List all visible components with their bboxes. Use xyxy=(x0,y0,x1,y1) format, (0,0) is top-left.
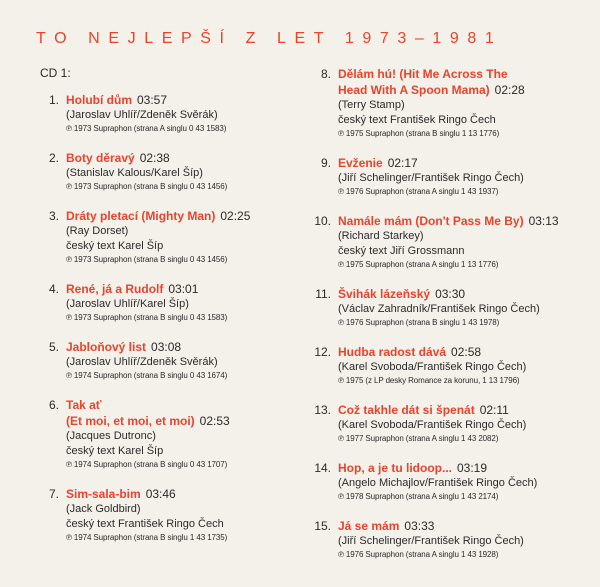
track-number: 8. xyxy=(320,67,331,81)
track-title: Evženie xyxy=(338,156,383,170)
track-duration: 02:53 xyxy=(199,414,230,428)
track-duration: 03:19 xyxy=(457,461,488,475)
track-title: Sim-sala-bim xyxy=(66,487,141,501)
track-duration: 03:33 xyxy=(404,519,435,533)
track-number: 12. xyxy=(314,345,331,359)
track-number: 9. xyxy=(320,156,331,170)
track-item xyxy=(306,213,580,271)
track-lyrics-credit: český text Jiří Grossmann xyxy=(338,245,465,257)
track-title: Boty děravý xyxy=(66,151,135,165)
track-publication: ℗ 1975 Supraphon (strana B singlu 1 13 1776) xyxy=(338,129,500,138)
track-number: 5. xyxy=(48,340,59,354)
track-credits: (Jiří Schelinger/František Ringo Čech) xyxy=(338,172,524,184)
track-title: René, já a Rudolf xyxy=(66,282,164,296)
track-credits: (Terry Stamp) xyxy=(338,99,405,111)
track-title: Holubí dům xyxy=(66,93,132,107)
track-lyrics-credit: český text Karel Šíp xyxy=(66,445,164,457)
track-duration: 03:30 xyxy=(435,287,466,301)
track-credits: (Jaroslav Uhlíř/Karel Šíp) xyxy=(66,298,189,310)
track-number: 11. xyxy=(315,287,331,301)
track-number: 10. xyxy=(314,214,331,228)
track-number: 2. xyxy=(48,151,59,165)
track-item xyxy=(306,518,580,561)
track-item xyxy=(40,281,302,324)
track-publication: ℗ 1974 Supraphon (strana B singlu 1 43 1735) xyxy=(66,533,228,542)
track-title-line2: Head With A Spoon Mama) xyxy=(338,83,490,97)
track-title: Namále mám (Don't Pass Me By) xyxy=(338,214,524,228)
track-title: Hudba radost dává xyxy=(338,345,447,359)
track-number: 3. xyxy=(48,209,59,223)
track-number: 15. xyxy=(314,519,331,533)
track-publication: ℗ 1973 Supraphon (strana B singlu 0 43 1456) xyxy=(66,255,228,264)
track-item xyxy=(40,397,302,471)
track-duration: 03:01 xyxy=(168,282,199,296)
track-item xyxy=(306,344,580,387)
track-title: Dráty pletací (Mighty Man) xyxy=(66,209,216,223)
track-credits: (Jiří Schelinger/František Ringo Čech) xyxy=(338,535,524,547)
track-publication: ℗ 1978 Supraphon (strana A singlu 1 43 2174) xyxy=(338,492,499,501)
track-item xyxy=(40,339,302,382)
track-title: Což takhle dát si špenát xyxy=(338,403,475,417)
track-duration: 03:57 xyxy=(137,93,168,107)
track-duration: 03:46 xyxy=(145,487,176,501)
track-publication: ℗ 1976 Supraphon (strana A singlu 1 43 1928) xyxy=(338,550,499,559)
track-item xyxy=(306,460,580,503)
track-item xyxy=(306,66,580,140)
track-item xyxy=(306,155,580,198)
track-publication: ℗ 1977 Supraphon (strana A singlu 1 43 2082) xyxy=(338,434,499,443)
track-publication: ℗ 1973 Supraphon (strana B singlu 0 43 1456) xyxy=(66,182,228,191)
tracklist-right-column xyxy=(306,66,580,561)
track-credits: (Jacques Dutronc) xyxy=(66,430,156,442)
cd-label: CD 1: xyxy=(40,66,71,80)
track-item xyxy=(306,286,580,329)
track-credits: (Jaroslav Uhlíř/Zdeněk Svěrák) xyxy=(66,109,218,121)
track-title: Tak ať xyxy=(66,398,102,412)
track-publication: ℗ 1973 Supraphon (strana B singlu 0 43 1583) xyxy=(66,313,228,322)
track-item xyxy=(306,402,580,445)
track-credits: (Karel Svoboda/František Ringo Čech) xyxy=(338,361,527,373)
track-publication: ℗ 1975 Supraphon (strana A singlu 1 13 1776) xyxy=(338,260,499,269)
track-title-line2: (Et moi, et moi, et moi) xyxy=(66,414,195,428)
track-publication: ℗ 1974 Supraphon (strana B singlu 0 43 1674) xyxy=(66,371,228,380)
track-title: Jabloňový list xyxy=(66,340,147,354)
track-number: 13. xyxy=(314,403,331,417)
track-credits: (Jaroslav Uhlíř/Zdeněk Svěrák) xyxy=(66,356,218,368)
track-item xyxy=(40,208,302,266)
track-number: 1. xyxy=(48,93,59,107)
track-credits: (Jack Goldbird) xyxy=(66,503,141,515)
track-item xyxy=(40,92,302,135)
track-number: 6. xyxy=(48,398,59,412)
track-title: Dělám hú! (Hit Me Across The xyxy=(338,67,508,81)
track-number: 14. xyxy=(314,461,331,475)
track-lyrics-credit: český text František Ringo Čech xyxy=(338,114,496,126)
tracklist-left-column xyxy=(40,92,302,544)
track-number: 7. xyxy=(48,487,59,501)
track-duration: 02:28 xyxy=(494,83,525,97)
track-credits: (Richard Starkey) xyxy=(338,230,424,242)
track-duration: 02:11 xyxy=(479,403,509,417)
track-number: 4. xyxy=(48,282,59,296)
track-credits: (Karel Svoboda/František Ringo Čech) xyxy=(338,419,527,431)
track-lyrics-credit: český text Karel Šíp xyxy=(66,240,164,252)
track-credits: (Václav Zahradník/František Ringo Čech) xyxy=(338,303,540,315)
track-title: Hop, a je tu lidoop... xyxy=(338,461,452,475)
track-duration: 03:13 xyxy=(528,214,559,228)
album-header: TO NEJLEPŠÍ Z LET 1973–1981 xyxy=(36,30,503,47)
track-credits: (Angelo Michajlov/František Ringo Čech) xyxy=(338,477,538,489)
track-item xyxy=(40,150,302,193)
track-title: Já se mám xyxy=(338,519,400,533)
track-duration: 03:08 xyxy=(151,340,182,354)
track-publication: ℗ 1975 (z LP desky Romance za korunu, 1 13 1796) xyxy=(338,376,520,385)
track-duration: 02:17 xyxy=(387,156,418,170)
track-duration: 02:38 xyxy=(139,151,170,165)
track-publication: ℗ 1976 Supraphon (strana B singlu 1 43 1978) xyxy=(338,318,500,327)
track-lyrics-credit: český text František Ringo Čech xyxy=(66,518,224,530)
track-publication: ℗ 1976 Supraphon (strana A singlu 1 43 1937) xyxy=(338,187,499,196)
track-duration: 02:25 xyxy=(220,209,251,223)
track-item xyxy=(40,486,302,544)
track-credits: (Ray Dorset) xyxy=(66,225,129,237)
track-title: Švihák lázeňský xyxy=(338,287,431,301)
track-publication: ℗ 1973 Supraphon (strana A singlu 0 43 1583) xyxy=(66,124,227,133)
track-publication: ℗ 1974 Supraphon (strana B singlu 0 43 1707) xyxy=(66,460,228,469)
track-duration: 02:58 xyxy=(451,345,482,359)
track-credits: (Stanislav Kalous/Karel Šíp) xyxy=(66,167,203,179)
